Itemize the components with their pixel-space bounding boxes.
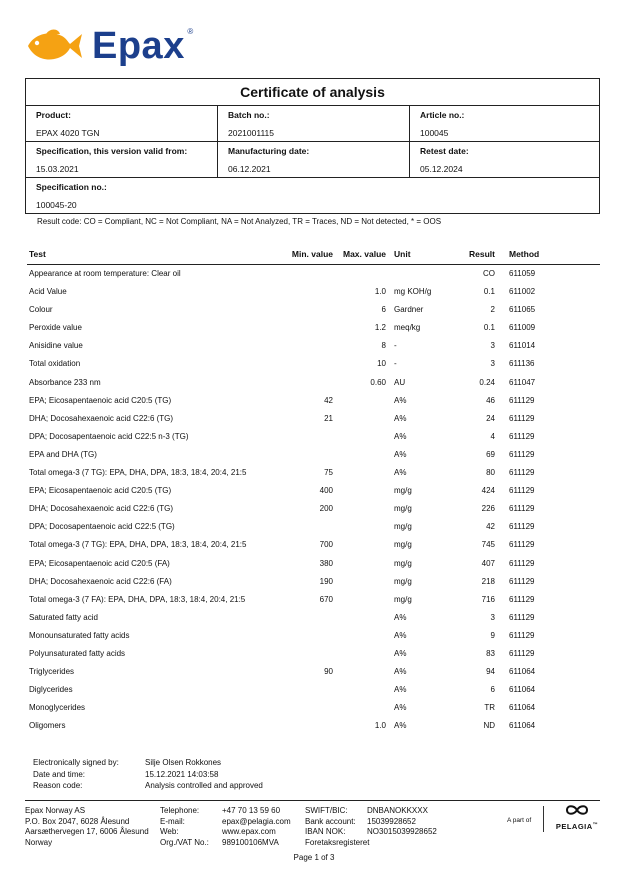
org-label: Org./VAT No.:	[160, 837, 209, 847]
fish-icon	[24, 28, 86, 64]
table-row	[27, 447, 600, 465]
cell-test: DHA; Docosahexaenoic acid C22:6 (FA)	[29, 576, 172, 586]
table-row	[27, 610, 600, 628]
table-row	[27, 501, 600, 519]
retest-value: 05.12.2024	[420, 164, 463, 174]
cell-result: 94	[486, 667, 495, 677]
registered-mark: ®	[187, 26, 194, 36]
swift-value: DNBANOKKXXX	[367, 806, 428, 815]
mfg-cell	[218, 142, 410, 177]
table-row	[27, 682, 600, 700]
cell-test: Peroxide value	[29, 323, 82, 333]
cell-result: 218	[481, 576, 495, 586]
cell-method: 611059	[509, 269, 536, 278]
header-test: Test	[29, 249, 46, 259]
cell-result: 24	[486, 413, 495, 423]
cell-method: 611129	[509, 630, 535, 640]
table-row	[27, 302, 600, 320]
web-link[interactable]: www.epax.com	[222, 827, 276, 836]
article-cell	[410, 106, 599, 141]
cell-result: 0.1	[483, 323, 495, 333]
iban-label: IBAN NOK:	[305, 827, 346, 836]
cell-max: 6	[381, 305, 386, 315]
spec-valid-label: Specification, this version valid from:	[36, 146, 188, 156]
cell-method: 611129	[509, 576, 535, 586]
cell-method: 611129	[509, 395, 535, 405]
header-result: Result	[469, 249, 495, 259]
cell-min: 190	[319, 576, 333, 586]
pelagia-logo	[553, 803, 601, 831]
cert-row-3	[26, 178, 599, 213]
table-row	[27, 519, 600, 537]
spec-no-value: 100045-20	[36, 200, 77, 210]
page-number: Page 1 of 3	[293, 853, 335, 862]
cell-test: EPA; Eicosapentaenoic acid C20:5 (TG)	[29, 395, 172, 405]
table-row	[27, 465, 600, 483]
cell-unit: mg/g	[394, 486, 412, 496]
cell-result: 3	[490, 359, 495, 369]
table-row	[27, 429, 600, 447]
reason-value: Analysis controlled and approved	[145, 781, 263, 790]
signature-block	[33, 757, 263, 792]
cert-row-2	[26, 142, 599, 178]
mfg-value: 06.12.2021	[228, 164, 271, 174]
certificate-box	[25, 78, 600, 214]
certificate-title: Certificate of analysis	[26, 79, 599, 106]
cell-unit: Gardner	[394, 305, 424, 315]
cell-test: Monoglycerides	[29, 703, 86, 713]
cell-unit: A%	[394, 630, 407, 640]
table-row	[27, 411, 600, 429]
retest-label: Retest date:	[420, 146, 469, 156]
cell-method: 611129	[509, 486, 535, 496]
cell-result: 716	[481, 594, 495, 604]
cell-unit: A%	[394, 468, 407, 478]
tel-label: Telephone:	[160, 806, 200, 815]
table-row	[27, 700, 600, 718]
footer-divider	[25, 800, 600, 801]
cell-method: 611129	[509, 612, 535, 622]
result-code-legend: Result code: CO = Compliant, NC = Not Compliant, NA = Not Analyzed, TR = Traces, ND = Not detected, * = OOS	[37, 217, 442, 226]
street-address: Aarsæthervegen 17, 6006 Ålesund	[25, 827, 149, 836]
cell-unit: A%	[394, 431, 407, 441]
cell-method: 611129	[509, 504, 535, 514]
cell-result: 424	[481, 486, 495, 496]
table-row	[27, 393, 600, 411]
cell-method: 611064	[509, 667, 536, 677]
part-of-text: A part of	[507, 817, 532, 824]
bank-label: Bank account:	[305, 816, 356, 826]
product-value: EPAX 4020 TGN	[36, 128, 100, 138]
cell-method: 611129	[509, 540, 535, 550]
swift-label: SWIFT/BIC:	[305, 806, 348, 815]
cell-min: 42	[324, 395, 333, 405]
table-row	[27, 646, 600, 664]
cell-test: Monounsaturated fatty acids	[29, 630, 130, 640]
cell-result: 0.1	[483, 287, 495, 297]
footer-contact	[160, 806, 291, 848]
register-text: Foretaksregisteret	[305, 837, 370, 847]
bank-value: 15039928652	[367, 816, 416, 826]
company-name: Epax Norway AS	[25, 806, 86, 815]
cell-test: Total omega-3 (7 TG): EPA, DHA, DPA, 18:3, 18:4, 20:4, 21:5	[29, 540, 247, 550]
table-row	[27, 592, 600, 610]
cell-unit: A%	[394, 648, 407, 658]
cell-method: 611129	[509, 594, 535, 604]
org-value: 989100106MVA	[222, 837, 279, 847]
cell-unit: mg/g	[394, 522, 412, 532]
spec-valid-value: 15.03.2021	[36, 164, 79, 174]
pelagia-divider	[543, 806, 544, 832]
date-label: Date and time:	[33, 769, 86, 779]
cell-test: EPA; Eicosapentaenoic acid C20:5 (TG)	[29, 486, 172, 496]
signed-by-label: Electronically signed by:	[33, 758, 119, 767]
cell-test: EPA and DHA (TG)	[29, 449, 97, 459]
tel-value: +47 70 13 59 60	[222, 806, 281, 815]
cell-test: DHA; Docosahexaenoic acid C22:6 (TG)	[29, 413, 174, 423]
email-label: E-mail:	[160, 816, 185, 826]
country: Norway	[25, 837, 53, 847]
cell-method: 611129	[509, 522, 535, 532]
cell-test: Total oxidation	[29, 359, 81, 369]
cell-test: Appearance at room temperature: Clear oil	[29, 269, 181, 278]
cell-unit: A%	[394, 703, 407, 713]
footer-bank	[305, 806, 437, 848]
brand-name: Epax ®	[92, 24, 194, 67]
cell-max: 0.60	[370, 377, 386, 387]
cell-test: Colour	[29, 305, 53, 315]
cell-test: DPA; Docosapentaenoic acid C22:5 (TG)	[29, 522, 175, 532]
cell-unit: A%	[394, 449, 407, 459]
cell-method: 611129	[509, 468, 535, 478]
cell-result: 3	[490, 612, 495, 622]
cell-max: 8	[381, 341, 386, 351]
cell-method: 611129	[509, 413, 535, 423]
retest-cell	[410, 142, 599, 177]
cert-row-1	[26, 106, 599, 142]
mfg-label: Manufacturing date:	[228, 146, 310, 156]
table-row	[27, 664, 600, 682]
cell-unit: mg/g	[394, 594, 412, 604]
table-row	[27, 628, 600, 646]
cell-method: 611129	[509, 648, 535, 658]
header-max: Max. value	[343, 249, 386, 259]
header-min: Min. value	[291, 249, 333, 259]
spec-valid-cell	[26, 142, 218, 177]
table-row	[27, 718, 600, 736]
cell-result: 745	[481, 540, 495, 550]
cell-unit: A%	[394, 395, 407, 405]
table-row	[27, 356, 600, 374]
cell-method: 611129	[509, 449, 535, 459]
cell-unit: A%	[394, 612, 407, 622]
cell-test: Total omega-3 (7 FA): EPA, DHA, DPA, 18:3, 18:4, 20:4, 21:5	[29, 594, 246, 604]
cell-min: 380	[319, 558, 333, 568]
cell-method: 611129	[509, 558, 535, 568]
table-row	[27, 537, 600, 555]
cell-result: 80	[486, 468, 495, 478]
spec-no-cell	[26, 178, 599, 213]
cell-min: 400	[319, 486, 333, 496]
cell-result: 0.24	[479, 377, 495, 387]
header-unit: Unit	[394, 249, 411, 259]
reason-label: Reason code:	[33, 781, 83, 790]
cell-test: Polyunsaturated fatty acids	[29, 648, 126, 658]
batch-label: Batch no.:	[228, 110, 270, 120]
cell-result: 226	[481, 504, 495, 514]
signed-by-value: Silje Olsen Rokkones	[145, 758, 222, 767]
cell-unit: AU	[394, 377, 406, 387]
cell-min: 200	[319, 504, 333, 514]
cell-unit: A%	[394, 667, 407, 677]
cell-unit: mg/g	[394, 540, 412, 550]
cell-method: 611129	[509, 431, 535, 441]
cell-unit: meq/kg	[394, 323, 421, 333]
table-row	[27, 266, 600, 284]
cell-result: 9	[490, 630, 495, 640]
cell-result: ND	[483, 721, 495, 731]
cell-method: 611047	[509, 377, 536, 387]
cell-unit: mg KOH/g	[394, 287, 432, 297]
table-row	[27, 483, 600, 501]
header-method: Method	[509, 249, 540, 259]
article-value: 100045	[420, 128, 449, 138]
product-label: Product:	[36, 110, 71, 120]
cell-result: 3	[490, 341, 495, 351]
cell-result: CO	[483, 269, 495, 278]
cell-method: 611064	[509, 685, 536, 695]
cell-test: Absorbance 233 nm	[29, 377, 101, 387]
cell-test: Anisidine value	[29, 341, 83, 351]
web-label: Web:	[160, 827, 179, 836]
iban-value: NO3015039928652	[367, 827, 437, 836]
cell-min: 21	[324, 413, 333, 423]
cell-max: 1.0	[374, 287, 386, 297]
trademark: ™	[592, 822, 599, 828]
cell-test: Triglycerides	[29, 667, 75, 677]
table-row	[27, 284, 600, 302]
cell-method: 611002	[509, 287, 536, 297]
cell-min: 75	[324, 468, 333, 478]
po-box: P.O. Box 2047, 6028 Ålesund	[25, 816, 130, 826]
cell-test: DPA; Docosapentaenoic acid C22:5 n-3 (TG)	[29, 431, 189, 441]
cell-test: Total omega-3 (7 TG): EPA, DHA, DPA, 18:3, 18:4, 20:4, 21:5	[29, 468, 247, 478]
cell-min: 670	[319, 594, 333, 604]
epax-logo	[24, 24, 194, 68]
cell-test: Oligomers	[29, 721, 66, 731]
table-row	[27, 320, 600, 338]
cell-result: 42	[486, 522, 495, 532]
cell-min: 90	[324, 667, 333, 677]
infinity-fish-icon	[565, 804, 589, 816]
batch-value: 2021001115	[228, 128, 275, 138]
cell-result: 4	[490, 431, 495, 441]
cell-test: DHA; Docosahexaenoic acid C22:6 (TG)	[29, 504, 174, 514]
cell-max: 1.0	[374, 721, 386, 731]
cell-test: Diglycerides	[29, 685, 73, 695]
cell-result: 69	[486, 449, 495, 459]
table-row	[27, 556, 600, 574]
footer-address	[25, 806, 149, 848]
cell-result: TR	[484, 703, 495, 713]
cell-unit: -	[394, 341, 397, 351]
cell-unit: -	[394, 359, 397, 369]
article-label: Article no.:	[420, 110, 465, 120]
cell-min: 700	[319, 540, 333, 550]
cell-max: 1.2	[374, 323, 386, 333]
cell-test: Saturated fatty acid	[29, 612, 98, 622]
cell-unit: mg/g	[394, 558, 412, 568]
table-row	[27, 375, 600, 393]
cell-test: Acid Value	[29, 287, 67, 297]
batch-cell	[218, 106, 410, 141]
cell-unit: A%	[394, 721, 407, 731]
pelagia-name: PELAGIA	[555, 822, 593, 831]
cell-method: 611065	[509, 305, 536, 315]
cell-unit: mg/g	[394, 504, 412, 514]
cell-method: 611014	[509, 341, 536, 351]
table-header	[27, 246, 600, 265]
cell-unit: A%	[394, 685, 407, 695]
results-table	[27, 266, 600, 736]
cell-max: 10	[377, 359, 386, 369]
product-cell	[26, 106, 218, 141]
cell-result: 2	[490, 305, 495, 315]
spec-no-label: Specification no.:	[36, 182, 107, 192]
email-link[interactable]: epax@pelagia.com	[222, 816, 291, 826]
cell-unit: mg/g	[394, 576, 412, 586]
cell-method: 611064	[509, 721, 536, 731]
cell-result: 83	[486, 648, 495, 658]
cell-method: 611136	[509, 359, 535, 369]
cell-method: 611009	[509, 323, 536, 333]
table-row	[27, 574, 600, 592]
cell-result: 407	[481, 558, 495, 568]
cell-result: 6	[490, 685, 495, 695]
cell-result: 46	[486, 395, 495, 405]
date-value: 15.12.2021 14:03:58	[145, 769, 219, 779]
cell-unit: A%	[394, 413, 407, 423]
table-row	[27, 338, 600, 356]
cell-method: 611064	[509, 703, 536, 713]
cell-test: EPA; Eicosapentaenoic acid C20:5 (FA)	[29, 558, 170, 568]
